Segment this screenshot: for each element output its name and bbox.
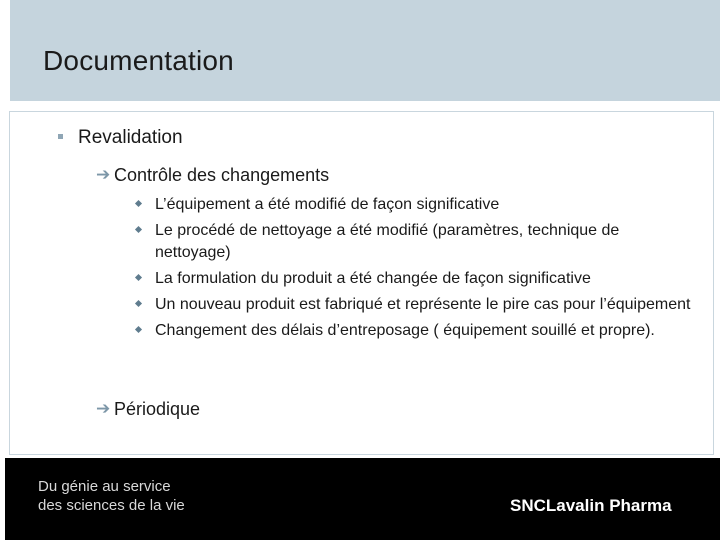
section-label: Périodique	[114, 399, 201, 419]
tagline-line: des sciences de la vie	[38, 497, 185, 514]
list-item	[134, 194, 694, 216]
diamond-bullet-icon	[135, 326, 142, 333]
square-bullet-icon	[58, 134, 63, 139]
diamond-bullet-icon	[135, 226, 142, 233]
list-item	[134, 268, 694, 290]
list-item-text: L’équipement a été modifié de façon significative	[155, 196, 500, 213]
level1-label: Revalidation	[78, 127, 183, 148]
diamond-bullet-icon	[135, 300, 142, 307]
brand-name: SNCLavalin Pharma	[510, 496, 672, 515]
slide-title: Documentation	[43, 45, 234, 76]
list-item-text: Changement des délais d’entreposage ( équipement souillé et propre).	[155, 322, 655, 339]
right-arrow-icon: ➔	[96, 399, 111, 419]
bullet-list	[134, 194, 694, 346]
tagline-line: Du génie au service	[38, 478, 171, 495]
right-arrow-icon: ➔	[96, 165, 111, 185]
list-item-text: Le procédé de nettoyage a été modifié (paramètres, technique de nettoyage)	[155, 222, 620, 261]
list-item-text: La formulation du produit a été changée de façon significative	[155, 270, 591, 287]
diamond-bullet-icon	[135, 274, 142, 281]
section-label: Contrôle des changements	[114, 165, 330, 185]
list-item	[134, 294, 694, 316]
list-item-text: Un nouveau produit est fabriqué et représente le pire cas pour l’équipement	[155, 296, 691, 313]
list-item	[134, 220, 694, 264]
list-item	[134, 320, 694, 342]
footer-tagline	[38, 477, 185, 515]
diamond-bullet-icon	[135, 200, 142, 207]
